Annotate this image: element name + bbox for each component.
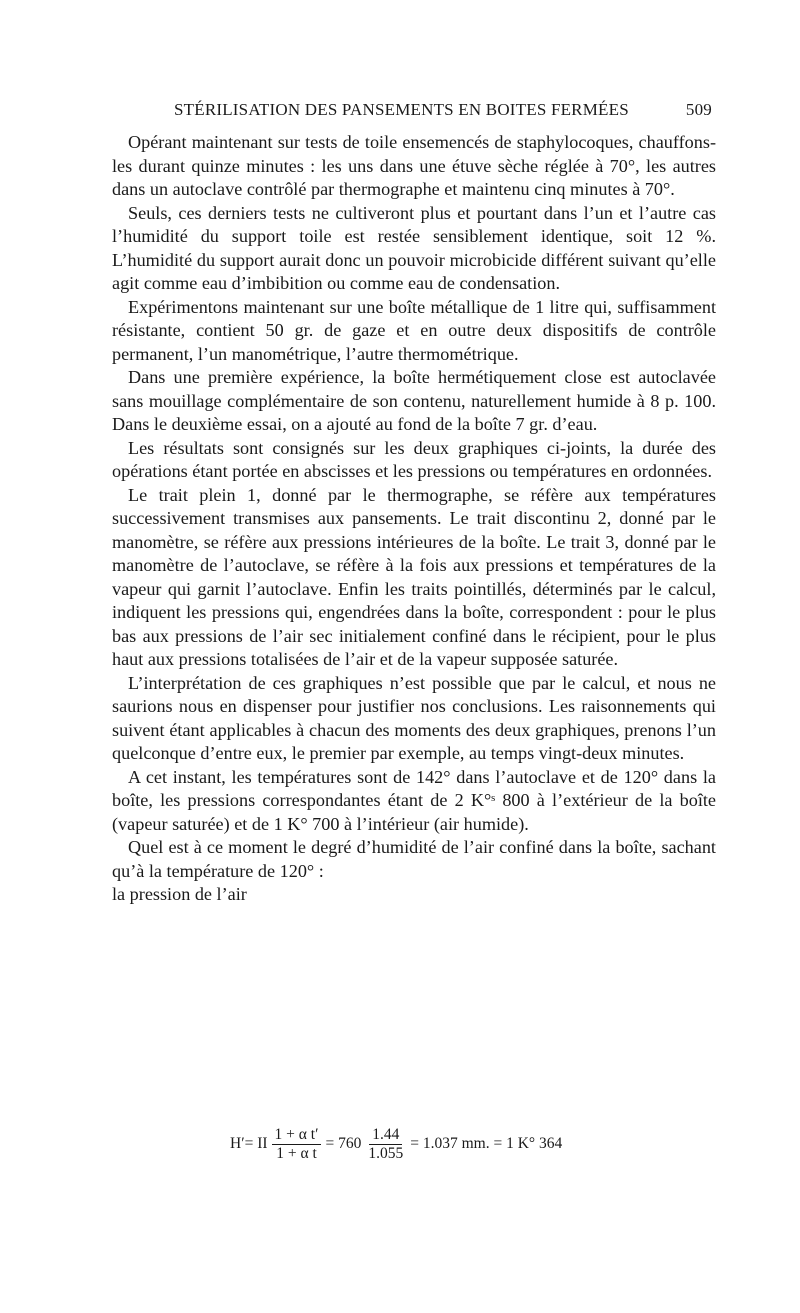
paragraph: Dans une première expérience, la boîte hermétiquement close est autoclavée sans mouillage complémentaire de son contenu, naturellement humide à 8 p. 100. Dans le deuxième essai, on a ajouté au fond de la boîte 7 gr. d’eau. (112, 367, 716, 434)
formula (228, 1120, 564, 1168)
fraction (365, 1126, 406, 1163)
fraction-numerator: 1.44 (369, 1126, 402, 1145)
fraction-denominator: 1 + α t (276, 1144, 317, 1162)
formula-intro: la pression de l’air (112, 884, 247, 904)
fraction-numerator: 1 + α t′ (272, 1126, 322, 1145)
formula-result: = 1.037 mm. = 1 K° 364 (410, 1135, 563, 1152)
paragraph: Seuls, ces derniers tests ne cultiveront plus et pourtant dans l’un et l’autre cas l’humidité du support toile est restée sensiblement identique, soit 12 %. L’humidité du support aurait donc un pouvoir microbicide différent suivant qu’elle agit comme eau d’imbibition ou comme eau de condensation. (112, 202, 716, 293)
fraction-denominator: 1.055 (368, 1144, 404, 1162)
paragraph: Expérimentons maintenant sur une boîte métallique de 1 litre qui, suffisamment résistante, contient 50 gr. de gaze et en outre deux dispositifs de contrôle permanent, l’un manométrique, l’autre thermométrique. (112, 296, 716, 364)
paragraph: A cet instant, les températures sont de 142° dans l’autoclave et de 120° dans la boîte, les pressions correspondantes étant de 2 K°ˢ 800 à l’extérieur de la boîte (vapeur saturée) et de 1 K° 700 à l’intérieur (air humide). (112, 766, 716, 834)
fraction (272, 1126, 322, 1163)
paragraph: Quel est à ce moment le degré d’humidité de l’air confiné dans la boîte, sachant qu’à la température de 120° : (112, 837, 716, 881)
formula-equals: = 760 (325, 1135, 362, 1152)
page-header (112, 100, 712, 122)
paragraph: L’interprétation de ces graphiques n’est possible que par le calcul, et nous ne saurions nous en dispenser pour justifier nos conclusions. Les raisonnements qui suivent étant applicables à chacun des moments des deux graphiques, prenons l’un quelconque d’entre eux, le premier par exemple, au temps vingt-deux minutes. (112, 672, 716, 763)
running-title: STÉRILISATION DES PANSEMENTS EN BOITES FERMÉES (174, 100, 629, 119)
body-text (112, 131, 716, 907)
paragraph: Le trait plein 1, donné par le thermographe, se réfère aux températures successivement transmises aux pansements. Le trait discontinu 2, donné par le manomètre, se réfère aux pressions intérieures de la boîte. Le trait 3, donné par le manomètre de l’autoclave, se réfère à la fois aux pressions et températures de la vapeur qui garnit l’autoclave. Enfin les traits pointillés, déterminés par le calcul, indiquent les pressions qui, engendrées dans la boîte, correspondent : pour le plus bas aux pressions de l’air sec initialement confiné dans le récipient, pour le plus haut aux pressions totalisées de l’air et de la vapeur supposée saturée. (112, 484, 716, 669)
formula-lhs: H′= II (230, 1135, 268, 1152)
paragraph: Les résultats sont consignés sur les deux graphiques ci-joints, la durée des opérations étant portée en abscisses et les pressions ou températures en ordonnées. (112, 437, 716, 481)
page-number: 509 (685, 100, 712, 119)
paragraph: Opérant maintenant sur tests de toile ensemencés de staphylocoques, chauffons-les durant quinze minutes : les uns dans une étuve sèche réglée à 70°, les autres dans un autoclave contrôlé par thermographe et maintenu cinq minutes à 70°. (112, 132, 716, 199)
